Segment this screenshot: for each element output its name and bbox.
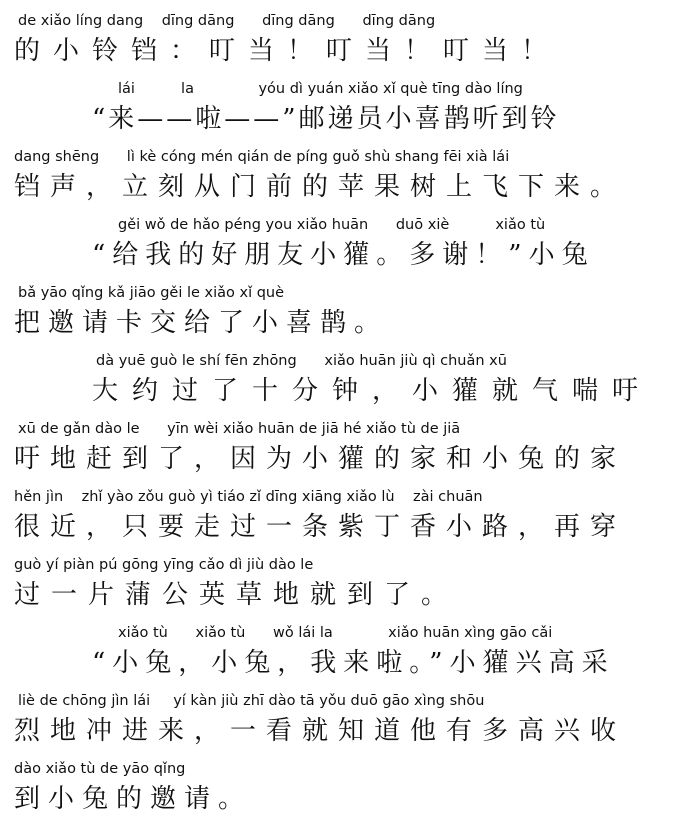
text-line xyxy=(0,12,675,80)
text-line xyxy=(0,352,675,420)
pinyin-annotation: bǎ yāo qǐng kǎ jiāo gěi le xiǎo xǐ què xyxy=(18,285,285,301)
text-line xyxy=(0,148,675,216)
text-line xyxy=(0,488,675,556)
chinese-text: “给我的好朋友小獾。多谢！”小兔 xyxy=(92,240,595,270)
pinyin-annotation: dà yuē guò le shí fēn zhōng xiǎo huān jiù qì chuǎn xū xyxy=(96,353,507,369)
chinese-text: 大约过了十分钟，小獾就气喘吁 xyxy=(92,376,653,406)
chinese-text: 铛声，立刻从门前的苹果树上飞下来。 xyxy=(14,172,627,202)
text-line xyxy=(0,624,675,692)
chinese-text: 烈地冲进来，一看就知道他有多高兴收 xyxy=(14,716,627,746)
text-line xyxy=(0,760,675,828)
chinese-text: 的小铃铛：叮当！叮当！叮当！ xyxy=(14,36,561,66)
pinyin-annotation: xū de gǎn dào le yīn wèi xiǎo huān de jiā hé xiǎo tù de jiā xyxy=(18,421,461,437)
text-line xyxy=(0,692,675,760)
pinyin-annotation: hěn jìn zhǐ yào zǒu guò yì tiáo zǐ dīng xiāng xiǎo lù zài chuān xyxy=(14,489,483,505)
chinese-text: “小兔，小兔，我来啦。”小獾兴高采 xyxy=(92,648,615,678)
text-line xyxy=(0,556,675,624)
text-line xyxy=(0,80,675,148)
text-line xyxy=(0,216,675,284)
chinese-text: 到小兔的邀请。 xyxy=(14,784,253,814)
chinese-text: 很近，只要走过一条紫丁香小路，再穿 xyxy=(14,512,627,542)
chinese-text: 过一片蒲公英草地就到了。 xyxy=(14,580,459,610)
chinese-text: 把邀请卡交给了小喜鹊。 xyxy=(14,308,389,338)
pinyin-annotation: dang shēng lì kè cóng mén qián de píng guǒ shù shang fēi xià lái xyxy=(14,149,510,165)
chinese-text: “来——啦——”邮递员小喜鹊听到铃 xyxy=(92,104,560,134)
pinyin-annotation: lái la yóu dì yuán xiǎo xǐ què tīng dào líng xyxy=(118,81,523,97)
pinyin-annotation: gěi wǒ de hǎo péng you xiǎo huān duō xiè xiǎo tù xyxy=(118,217,546,233)
text-line xyxy=(0,284,675,352)
text-line xyxy=(0,420,675,488)
pinyin-annotation: liè de chōng jìn lái yí kàn jiù zhī dào tā yǒu duō gāo xìng shōu xyxy=(18,693,485,709)
pinyin-annotation: guò yí piàn pú gōng yīng cǎo dì jiù dào le xyxy=(14,557,314,573)
pinyin-annotation: dào xiǎo tù de yāo qǐng xyxy=(14,761,186,777)
chinese-text: 吁地赶到了，因为小獾的家和小兔的家 xyxy=(14,444,627,474)
pinyin-annotation: xiǎo tù xiǎo tù wǒ lái la xiǎo huān xìng gāo cǎi xyxy=(118,625,553,641)
pinyin-annotation: de xiǎo líng dang dīng dāng dīng dāng dīng dāng xyxy=(18,13,436,29)
